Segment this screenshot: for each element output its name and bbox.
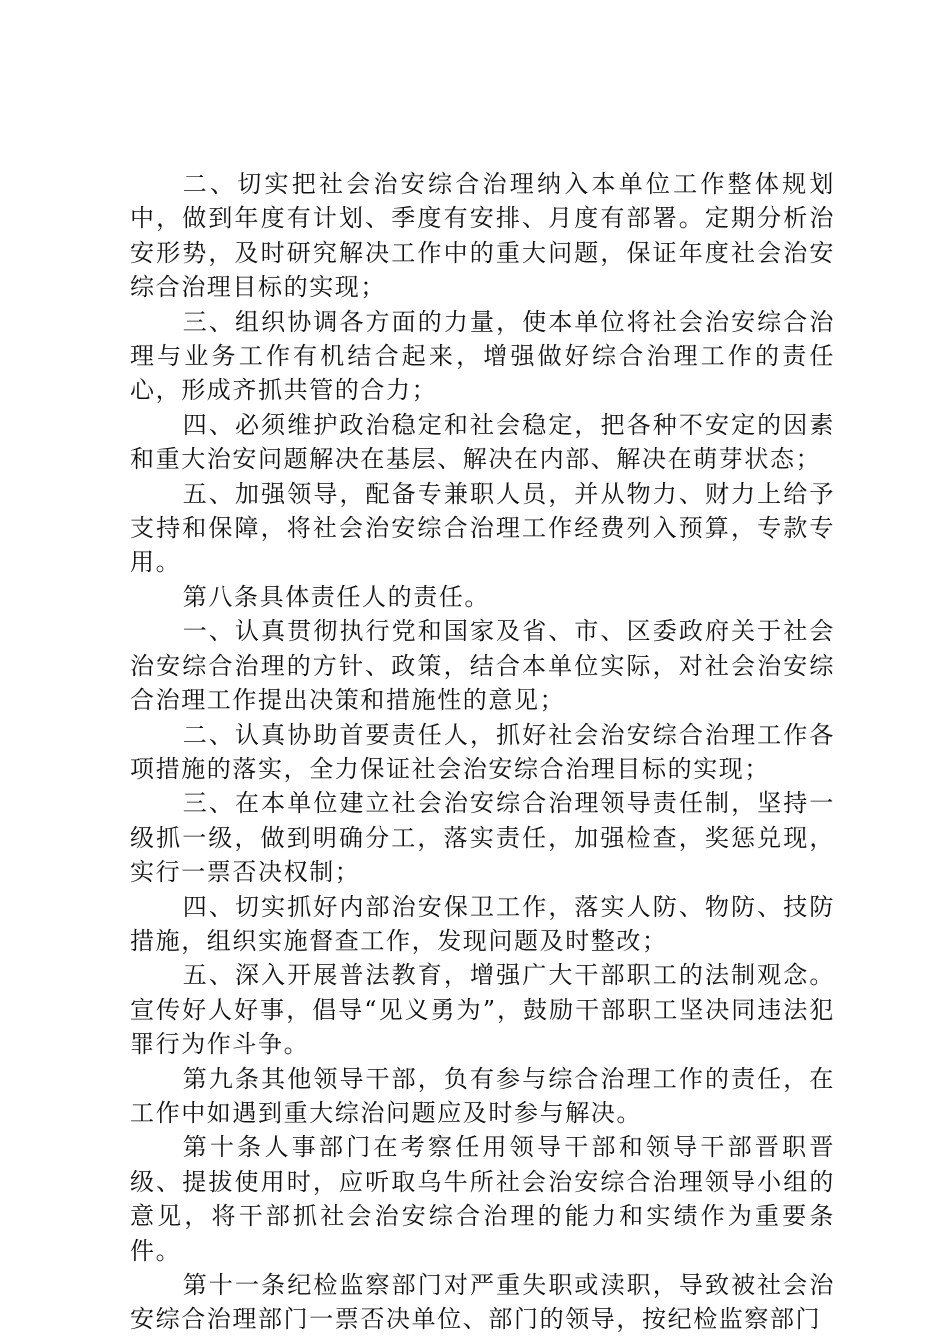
paragraph: 一、认真贯彻执行党和国家及省、市、区委政府关于社会治安综合治理的方针、政策，结合本单位实际，对社会治安综合治理工作提出决策和措施性的意见； bbox=[130, 617, 835, 715]
article-9-paragraph: 第九条其他领导干部，负有参与综合治理工作的责任，在工作中如遇到重大综治问题应及时参与解决。 bbox=[130, 1064, 835, 1127]
paragraph: 二、切实把社会治安综合治理纳入本单位工作整体规划中，做到年度有计划、季度有安排、月度有部署。定期分析治安形势，及时研究解决工作中的重大问题，保证年度社会治安综合治理目标的实现； bbox=[130, 170, 835, 302]
paragraph: 四、必须维护政治稳定和社会稳定，把各种不安定的因素和重大治安问题解决在基层、解决在内部、解决在萌芽状态； bbox=[130, 410, 835, 474]
paragraph: 二、认真协助首要责任人，抓好社会治安综合治理工作各项措施的落实，全力保证社会治安综合治理目标的实现； bbox=[130, 720, 835, 783]
paragraph: 五、加强领导，配备专兼职人员，并从物力、财力上给予支持和保障，将社会治安综合治理工作经费列入预算，专款专用。 bbox=[130, 479, 835, 577]
paragraph: 三、组织协调各方面的力量，使本单位将社会治安综合治理与业务工作有机结合起来，增强做好综合治理工作的责任心，形成齐抓共管的合力； bbox=[130, 307, 835, 405]
section-heading-article-8: 第八条具体责任人的责任。 bbox=[182, 582, 490, 611]
paragraph: 五、深入开展普法教育，增强广大干部职工的法制观念。宣传好人好事，倡导“见义勇为”，鼓励干部职工坚决同违法犯罪行为作斗争。 bbox=[130, 961, 835, 1059]
paragraph: 三、在本单位建立社会治安综合治理领导责任制，坚持一级抓一级，做到明确分工，落实责任，加强检查，奖惩兑现，实行一票否决权制； bbox=[130, 789, 835, 887]
document-body bbox=[130, 167, 835, 1337]
article-11-paragraph: 第十一条纪检监察部门对严重失职或渎职，导致被社会治安综合治理部门一票否决单位、部门的领导，按纪检监察部门 bbox=[130, 1271, 835, 1334]
paragraph: 四、切实抓好内部治安保卫工作，落实人防、物防、技防措施，组织实施督查工作，发现问题及时整改； bbox=[130, 892, 835, 955]
article-10-paragraph: 第十条人事部门在考察任用领导干部和领导干部晋职晋级、提拔使用时，应听取乌牛所社会治安综合治理领导小组的意见，将干部抓社会治安综合治理的能力和实绩作为重要条件。 bbox=[130, 1133, 835, 1265]
